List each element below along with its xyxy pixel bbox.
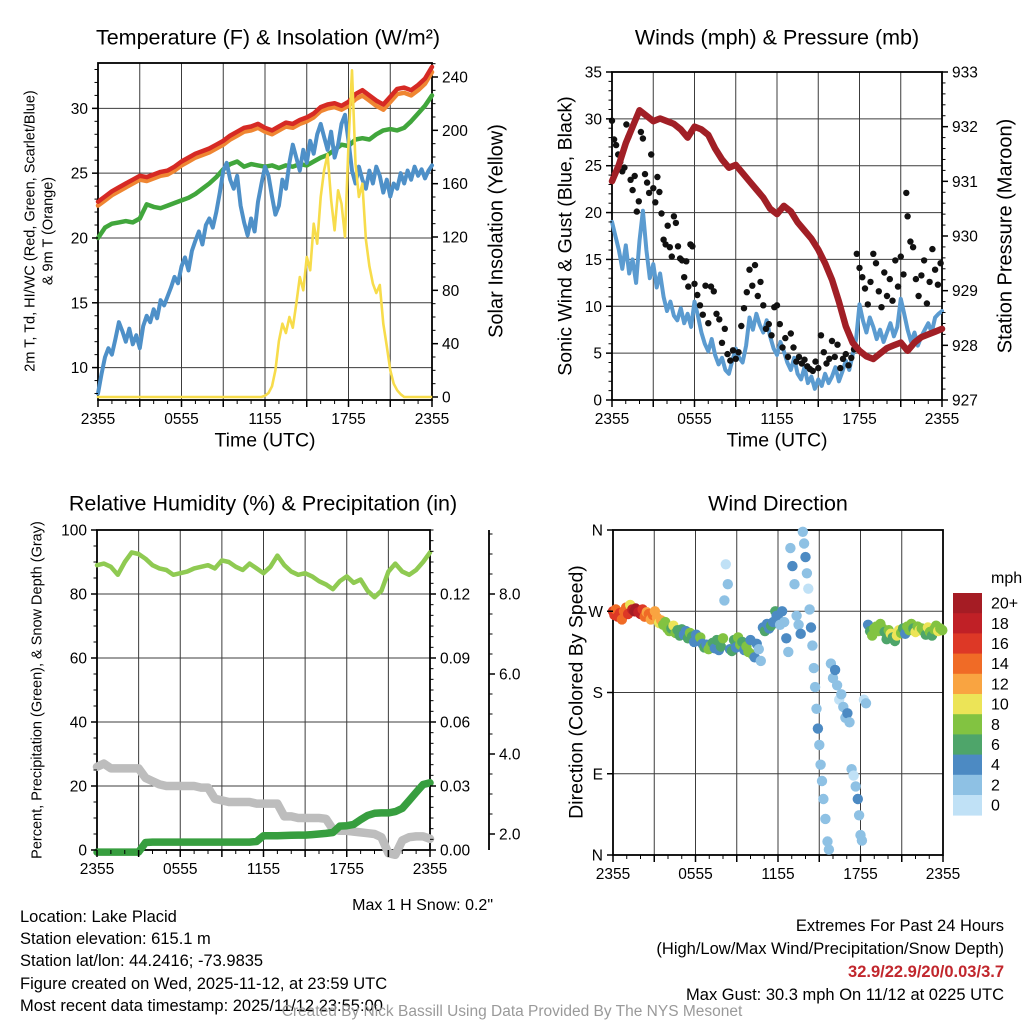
station-latlon: Station lat/lon: 44.2416; -73.9835	[20, 952, 264, 971]
svg-text:930: 930	[952, 228, 978, 246]
credit-line: Created By Nick Bassill Using Data Provided By The NYS Mesonet	[281, 1003, 743, 1020]
wind-axis-label: Sonic Wind & Gust (Blue, Black)	[554, 96, 577, 376]
svg-text:0555: 0555	[677, 411, 712, 428]
insolation-axis-label: Solar Insolation (Yellow)	[485, 124, 508, 338]
direction-axis-label: Direction (Colored By Speed)	[565, 565, 588, 819]
svg-text:2.0: 2.0	[499, 826, 521, 844]
temp-chart-title: Temperature (F) & Insolation (W/m²)	[95, 25, 441, 50]
svg-text:35: 35	[584, 64, 602, 82]
chart-winddir	[588, 523, 1018, 884]
humidity-left-axis-label: Percent, Precipitation (Green), & Snow Depth (Gray)	[29, 521, 46, 859]
svg-text:25: 25	[584, 158, 602, 176]
svg-text:2355: 2355	[924, 411, 960, 428]
svg-text:927: 927	[952, 392, 978, 410]
station-elevation: Station elevation: 615.1 m	[20, 930, 211, 949]
svg-text:6.0: 6.0	[499, 666, 521, 684]
svg-text:25: 25	[70, 165, 88, 183]
humidity-axes	[61, 523, 521, 879]
svg-text:0.00: 0.00	[440, 842, 471, 860]
temp-left-axis-label: 2m T, Td, HI/WC (Red, Green, Scarlet/Blue) & 9m T (Orange)	[22, 90, 56, 372]
extremes-title: Extremes For Past 24 Hours	[795, 917, 1004, 935]
svg-text:20: 20	[69, 778, 87, 796]
winddir-chart-title: Wind Direction	[708, 491, 848, 516]
svg-text:100: 100	[61, 522, 87, 540]
winds-chart-title: Winds (mph) & Pressure (mb)	[634, 25, 920, 50]
svg-text:8: 8	[991, 716, 1000, 734]
svg-text:0555: 0555	[678, 866, 713, 883]
svg-text:16: 16	[991, 636, 1009, 653]
svg-text:14: 14	[991, 656, 1009, 674]
colorbar-title: mph	[991, 570, 1023, 587]
svg-text:80: 80	[442, 282, 460, 300]
svg-text:1755: 1755	[331, 411, 366, 428]
winddir-grid	[613, 530, 943, 855]
svg-text:20+: 20+	[991, 595, 1019, 613]
svg-text:0.03: 0.03	[440, 778, 471, 796]
svg-text:1155: 1155	[248, 411, 282, 428]
svg-text:80: 80	[69, 586, 87, 604]
svg-text:2355: 2355	[594, 411, 630, 428]
station-info-block	[20, 906, 387, 1017]
svg-text:160: 160	[442, 176, 468, 194]
svg-text:2355: 2355	[595, 866, 631, 883]
svg-text:1755: 1755	[843, 866, 878, 883]
svg-text:W: W	[588, 603, 603, 621]
svg-text:1755: 1755	[329, 861, 364, 878]
temp-time-axis-label: Time (UTC)	[214, 429, 316, 452]
svg-text:0: 0	[442, 389, 451, 407]
humidity-chart-title: Relative Humidity (%) & Precipitation (in)	[68, 491, 458, 516]
svg-text:2355: 2355	[80, 411, 116, 428]
svg-text:0555: 0555	[164, 411, 199, 428]
svg-text:0: 0	[593, 392, 602, 410]
svg-text:2355: 2355	[414, 411, 450, 428]
station-location: Location: Lake Placid	[20, 908, 177, 926]
svg-text:0: 0	[991, 797, 1000, 815]
svg-text:200: 200	[442, 122, 468, 140]
svg-text:2355: 2355	[79, 861, 115, 878]
svg-text:40: 40	[442, 336, 460, 354]
svg-text:0.12: 0.12	[440, 586, 471, 604]
svg-text:933: 933	[952, 64, 978, 82]
data-timestamp: Most recent data timestamp: 2025/11/12 23:55:00	[20, 996, 383, 1015]
pressure-axis-label: Station Pressure (Maroon)	[994, 118, 1017, 354]
chart-temp	[71, 63, 468, 428]
extremes-block	[656, 915, 1004, 1007]
figure-created: Figure created on Wed, 2025-11-12, at 23:59 UTC	[20, 974, 388, 993]
temp-axes	[71, 64, 468, 428]
chart-humidity	[61, 523, 521, 879]
svg-text:20: 20	[584, 205, 602, 223]
svg-text:30: 30	[584, 111, 602, 129]
svg-text:N: N	[591, 522, 603, 540]
svg-text:0.06: 0.06	[440, 714, 471, 732]
svg-text:1155: 1155	[760, 411, 794, 428]
svg-text:20: 20	[70, 230, 88, 248]
svg-text:2: 2	[991, 777, 1000, 795]
svg-text:10: 10	[584, 298, 602, 316]
svg-text:30: 30	[70, 100, 88, 118]
svg-text:0: 0	[78, 842, 87, 860]
svg-text:932: 932	[952, 119, 978, 137]
max-snow-note: Max 1 H Snow: 0.2"	[352, 897, 493, 914]
svg-text:0.09: 0.09	[440, 650, 471, 668]
svg-text:S: S	[592, 685, 603, 702]
svg-text:10: 10	[991, 696, 1009, 714]
svg-text:931: 931	[952, 173, 978, 191]
temp-grid	[98, 63, 432, 400]
svg-text:928: 928	[952, 337, 978, 355]
svg-text:4: 4	[991, 757, 1000, 775]
svg-text:E: E	[592, 766, 603, 784]
svg-text:6: 6	[991, 737, 1000, 754]
svg-text:18: 18	[991, 615, 1009, 633]
svg-text:10: 10	[70, 360, 88, 378]
svg-text:929: 929	[952, 283, 978, 301]
svg-text:1755: 1755	[842, 411, 877, 428]
svg-text:0555: 0555	[163, 861, 198, 878]
svg-text:4.0: 4.0	[499, 746, 521, 764]
max-gust: Max Gust: 30.3 mph On 11/12 at 0225 UTC	[686, 986, 1004, 1004]
extremes-subtitle: (High/Low/Max Wind/Precipitation/Snow Depth)	[656, 940, 1004, 958]
svg-text:15: 15	[70, 295, 88, 313]
svg-text:2355: 2355	[925, 866, 961, 883]
svg-text:40: 40	[69, 714, 87, 732]
svg-text:N: N	[591, 847, 603, 865]
chart-winds	[585, 65, 978, 429]
svg-text:1155: 1155	[246, 861, 281, 878]
winddir-axes	[588, 523, 960, 884]
svg-text:8.0: 8.0	[499, 586, 521, 604]
svg-text:12: 12	[991, 676, 1009, 694]
svg-text:15: 15	[584, 251, 602, 269]
svg-text:60: 60	[69, 650, 87, 668]
winddir-colorbar	[953, 593, 1018, 816]
svg-text:1155: 1155	[761, 866, 795, 883]
svg-text:2355: 2355	[412, 861, 448, 878]
winds-time-axis-label: Time (UTC)	[726, 429, 828, 452]
svg-text:5: 5	[593, 345, 602, 363]
svg-text:120: 120	[442, 229, 468, 247]
extremes-values: 32.9/22.9/20/0.03/3.7	[848, 963, 1004, 981]
svg-text:240: 240	[442, 69, 468, 87]
